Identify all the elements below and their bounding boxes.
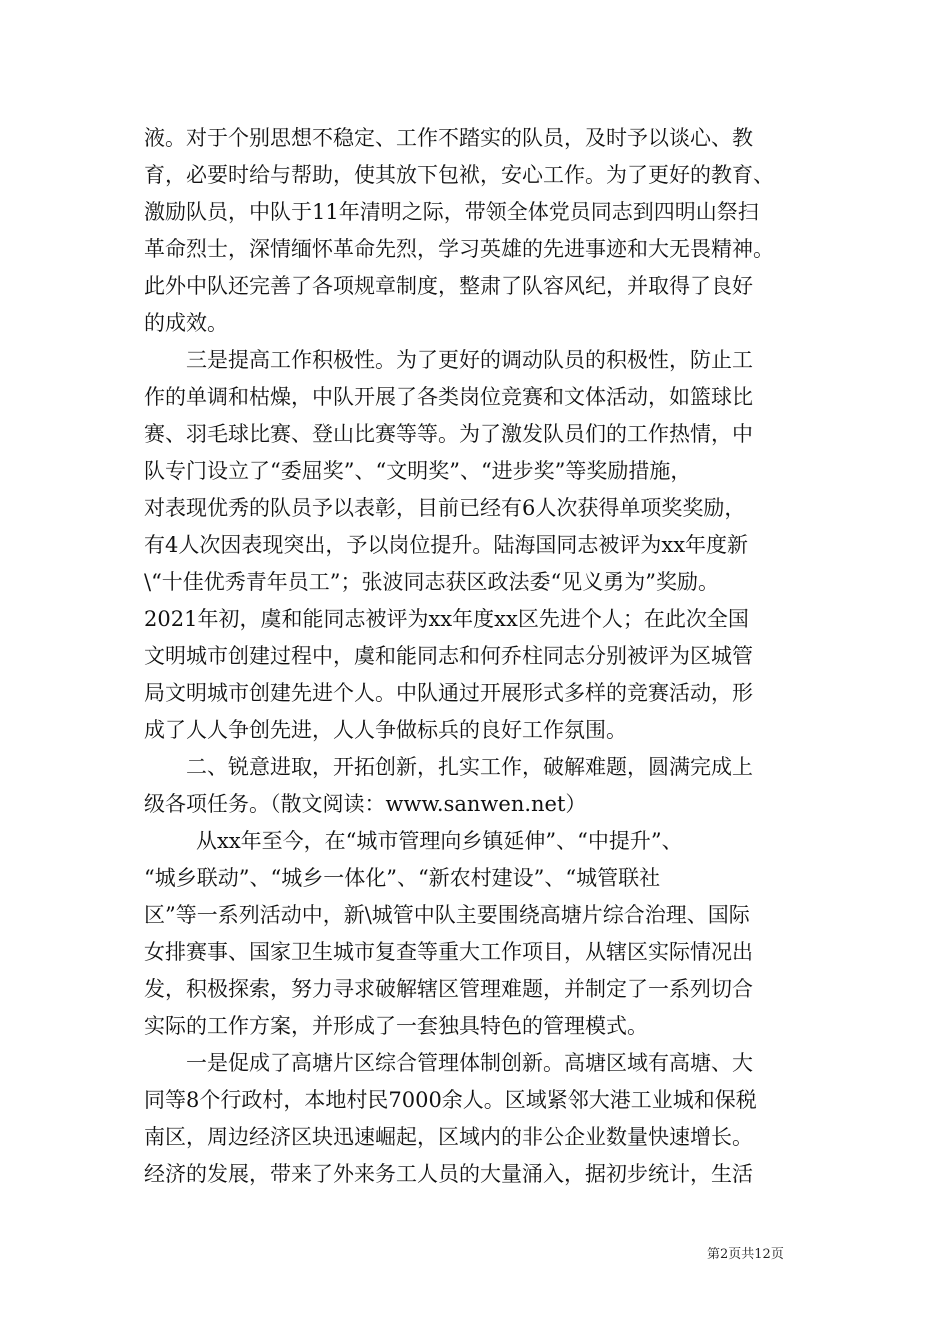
text-line: 的成效。 <box>144 311 228 335</box>
section-heading-line: 级各项任务。（散文阅读：www.sanwen.net） <box>144 792 587 816</box>
text-line: \“十佳优秀青年员工”；张波同志获区政法委“见义勇为”奖励。 <box>144 570 720 594</box>
text-line: 液。对于个别思想不稳定、工作不踏实的队员，及时予以谈心、教 <box>144 126 753 150</box>
paragraph-start-line: 一是促成了高塘片区综合管理体制创新。高塘区域有高塘、大 <box>186 1051 753 1075</box>
text-line: 对表现优秀的队员予以表彰，目前已经有6人次获得单项奖奖励， <box>144 496 746 520</box>
section-heading-line: 二、锐意进取，开拓创新，扎实工作，破解难题，圆满完成上 <box>186 755 753 779</box>
text-line: 育，必要时给与帮助，使其放下包袱，安心工作。为了更好的教育、 <box>144 163 774 187</box>
text-line: 有4人次因表现突出，予以岗位提升。陆海国同志被评为xx年度新 <box>144 533 749 557</box>
text-line: “城乡联动”、“城乡一体化”、“新农村建设”、“城管联社 <box>144 866 661 890</box>
text-line: 女排赛事、国家卫生城市复查等重大工作项目，从辖区实际情况出 <box>144 940 753 964</box>
text-line: 作的单调和枯燥，中队开展了各类岗位竞赛和文体活动，如篮球比 <box>144 385 753 409</box>
text-line: 队专门设立了“委屈奖”、“文明奖”、“进步奖”等奖励措施， <box>144 459 692 483</box>
paragraph-start-line: 从xx年至今，在“城市管理向乡镇延伸”、“中提升”、 <box>196 829 683 853</box>
text-line: 成了人人争创先进，人人争做标兵的良好工作氛围。 <box>144 718 627 742</box>
text-line: 实际的工作方案，并形成了一套独具特色的管理模式。 <box>144 1014 648 1038</box>
page-number: 第2页共12页 <box>707 1247 784 1262</box>
text-line: 南区，周边经济区块迅速崛起，区域内的非公企业数量快速增长。 <box>144 1125 753 1149</box>
text-line: 2021年初，虞和能同志被评为xx年度xx区先进个人；在此次全国 <box>144 607 749 631</box>
paragraph-start-line: 三是提高工作积极性。为了更好的调动队员的积极性，防止工 <box>186 348 753 372</box>
text-line: 局文明城市创建先进个人。中队通过开展形式多样的竞赛活动，形 <box>144 681 753 705</box>
document-body <box>144 120 816 1193</box>
text-line: 经济的发展，带来了外来务工人员的大量涌入，据初步统计，生活 <box>144 1162 753 1186</box>
text-line: 赛、羽毛球比赛、登山比赛等等。为了激发队员们的工作热情，中 <box>144 422 753 446</box>
text-line: 此外中队还完善了各项规章制度，整肃了队容风纪，并取得了良好 <box>144 274 753 298</box>
text-line: 文明城市创建过程中，虞和能同志和何乔柱同志分别被评为区城管 <box>144 644 753 668</box>
text-line: 激励队员，中队于11年清明之际，带领全体党员同志到四明山祭扫 <box>144 200 759 224</box>
text-line: 同等8个行政村，本地村民7000余人。区域紧邻大港工业城和保税 <box>144 1088 757 1112</box>
text-line: 革命烈士，深情缅怀革命先烈，学习英雄的先进事迹和大无畏精神。 <box>144 237 774 261</box>
text-line: 区”等一系列活动中，新\城管中队主要围绕高塘片综合治理、国际 <box>144 903 750 927</box>
text-line: 发，积极探索，努力寻求破解辖区管理难题，并制定了一系列切合 <box>144 977 753 1001</box>
